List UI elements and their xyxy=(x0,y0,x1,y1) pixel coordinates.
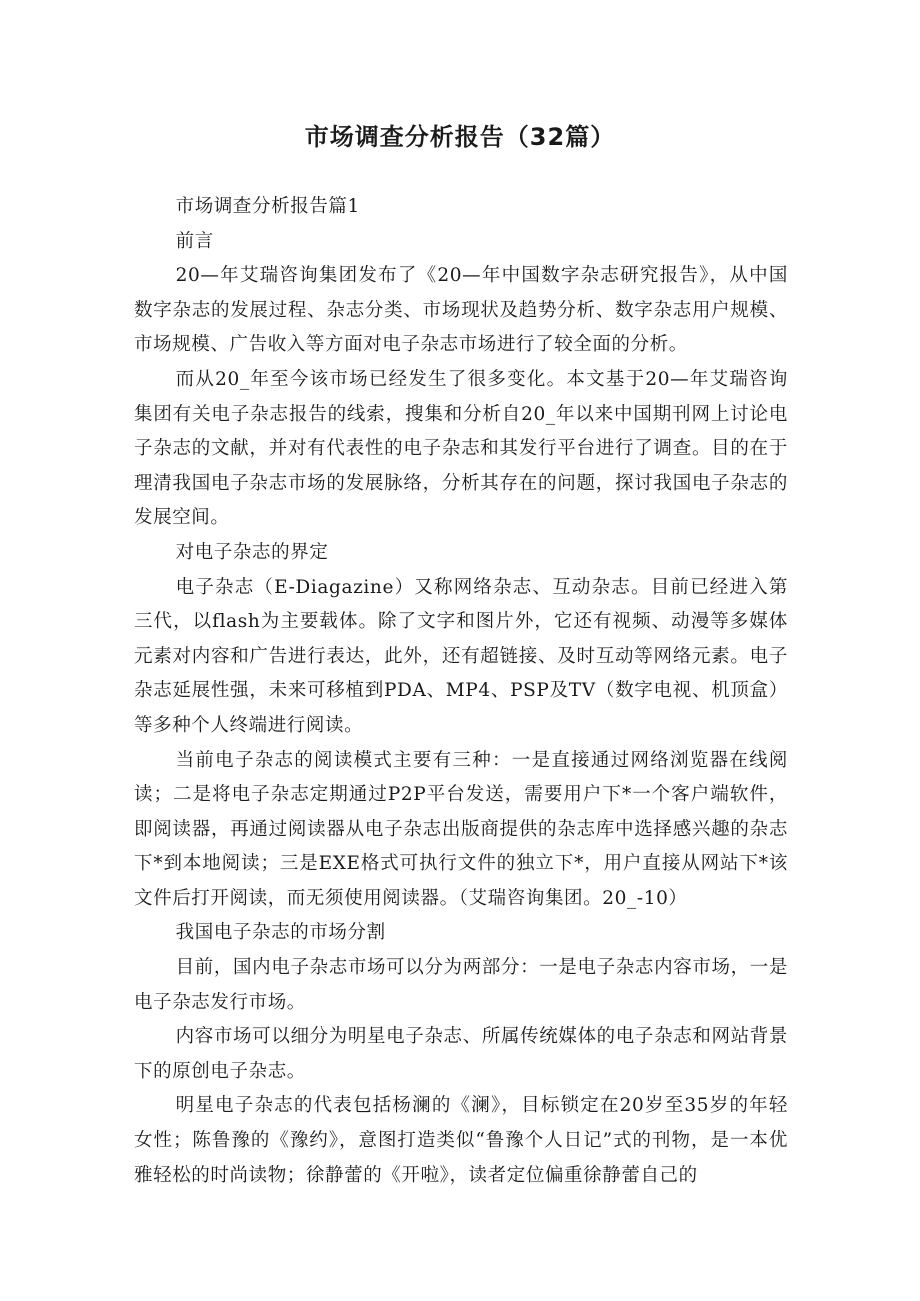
paragraph: 内容市场可以细分为明星电子杂志、所属传统媒体的电子杂志和网站背景下的原创电子杂志。 xyxy=(134,1026,788,1082)
section-heading: 市场调查分析报告篇1 xyxy=(175,196,360,217)
section-heading: 对电子杂志的界定 xyxy=(175,541,329,563)
document-body xyxy=(134,190,788,1193)
paragraph: 当前电子杂志的阅读模式主要有三种：一是直接通过网络浏览器在线阅读；二是将电子杂志定期通过P2P平台发送，需要用户下*一个客户端软件，即阅读器，再通过阅读器从电子杂志出版商提供的杂志库中选择感兴趣的杂志下*到本地阅读；三是EXE格式可执行文件的独立下*，用户直接从网站下*该文件后打开阅读，而无须使用阅读器。（艾瑞咨询集团。20_-10） xyxy=(134,749,788,909)
paragraph: 明星电子杂志的代表包括杨澜的《澜》，目标锁定在20岁至35岁的年轻女性；陈鲁豫的《豫约》，意图打造类似“鲁豫个人日记”式的刊物，是一本优雅轻松的时尚读物；徐静蕾的《开啦》，读者定位偏重徐静蕾自己的 xyxy=(134,1095,788,1186)
paragraph: 20—年艾瑞咨询集团发布了《20—年中国数字杂志研究报告》，从中国数字杂志的发展过程、杂志分类、市场现状及趋势分析、数字杂志用户规模、市场规模、广告收入等方面对电子杂志市场进行了较全面的分析。 xyxy=(134,265,788,356)
paragraph: 而从20_年至今该市场已经发生了很多变化。本文基于20—年艾瑞咨询集团有关电子杂志报告的线索，搜集和分析自20_年以来中国期刊网上讨论电子杂志的文献，并对有代表性的电子杂志和其发行平台进行了调查。目的在于理清我国电子杂志市场的发展脉络，分析其存在的问题，探讨我国电子杂志的发展空间。 xyxy=(134,368,788,529)
paragraph: 电子杂志（E-Diagazine）又称网络杂志、互动杂志。目前已经进入第三代，以flash为主要载体。除了文字和图片外，它还有视频、动漫等多媒体元素对内容和广告进行表达，此外，还有超链接、及时互动等网络元素。电子杂志延展性强，未来可移植到PDA、MP4、PSP及TV（数字电视、机顶盒）等多种个人终端进行阅读。 xyxy=(134,576,788,736)
paragraph: 目前，国内电子杂志市场可以分为两部分：一是电子杂志内容市场，一是电子杂志发行市场。 xyxy=(134,957,788,1013)
section-heading: 前言 xyxy=(175,230,214,252)
document-title: 市场调查分析报告（32篇） xyxy=(304,123,616,151)
section-heading: 我国电子杂志的市场分割 xyxy=(175,922,386,944)
